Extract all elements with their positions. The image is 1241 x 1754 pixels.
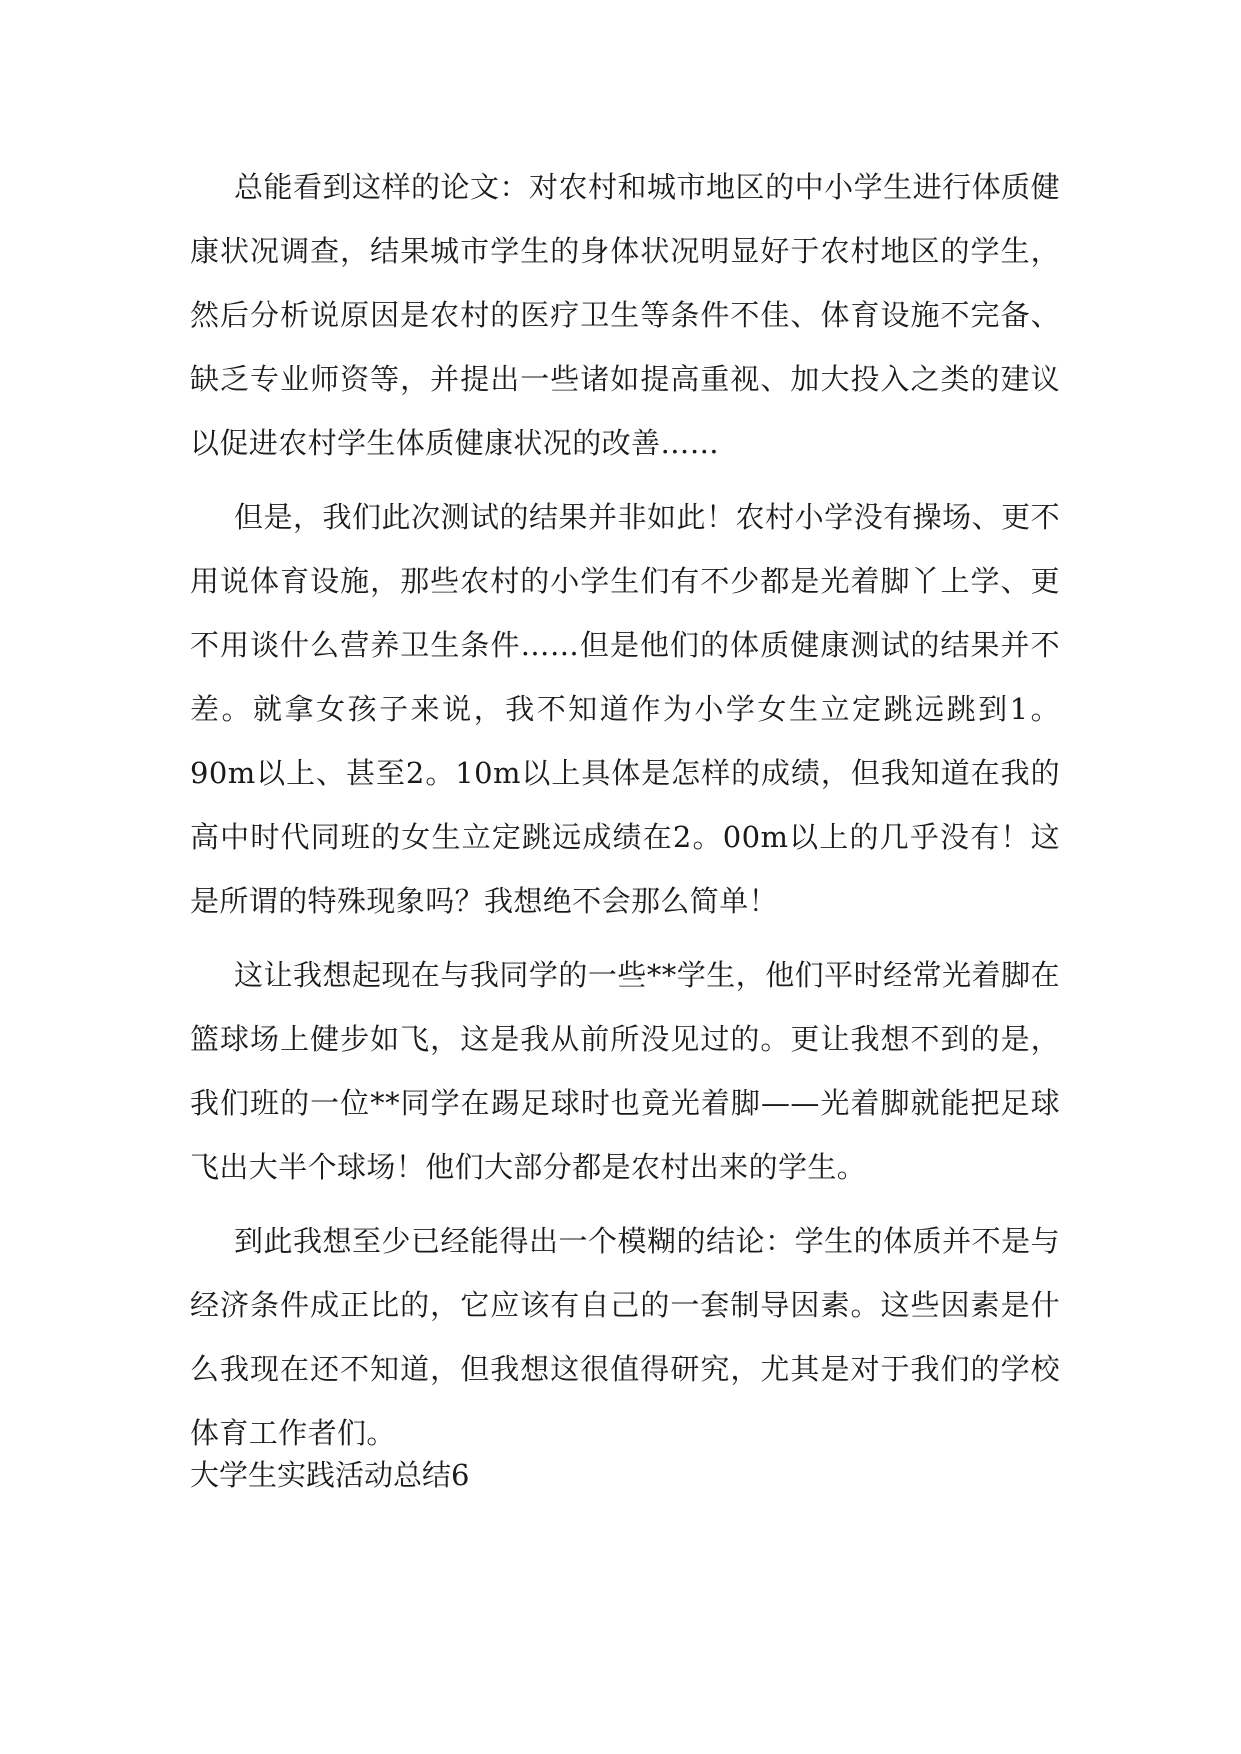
paragraph-1: 总能看到这样的论文：对农村和城市地区的中小学生进行体质健康状况调查，结果城市学生的身体状况明显好于农村地区的学生，然后分析说原因是农村的医疗卫生等条件不佳、体育设施不完备、缺乏专业师资等，并提出一些诸如提高重视、加大投入之类的建议以促进农村学生体质健康状况的改善…… <box>190 170 1060 460</box>
paragraph-4: 到此我想至少已经能得出一个模糊的结论：学生的体质并不是与经济条件成正比的，它应该有自己的一套制导因素。这些因素是什么我现在还不知道，但我想这很值得研究，尤其是对于我们的学校体育工作者们。 <box>190 1224 1060 1450</box>
paragraph-3: 这让我想起现在与我同学的一些**学生，他们平时经常光着脚在篮球场上健步如飞，这是我从前所没见过的。更让我想不到的是，我们班的一位**同学在踢足球时也竟光着脚——光着脚就能把足球飞出大半个球场！他们大部分都是农村出来的学生。 <box>190 958 1060 1184</box>
body-text <box>190 155 1060 1475</box>
section-heading: 大学生实践活动总结6 <box>190 1458 470 1492</box>
paragraph-2: 但是，我们此次测试的结果并非如此！农村小学没有操场、更不用说体育设施，那些农村的小学生们有不少都是光着脚丫上学、更不用谈什么营养卫生条件……但是他们的体质健康测试的结果并不差。就拿女孩子来说，我不知道作为小学女生立定跳远跳到1。90m以上、甚至2。10m以上具体是怎样的成绩，但我知道在我的高中时代同班的女生立定跳远成绩在2。00m以上的几乎没有！这是所谓的特殊现象吗？我想绝不会那么简单！ <box>190 500 1060 918</box>
